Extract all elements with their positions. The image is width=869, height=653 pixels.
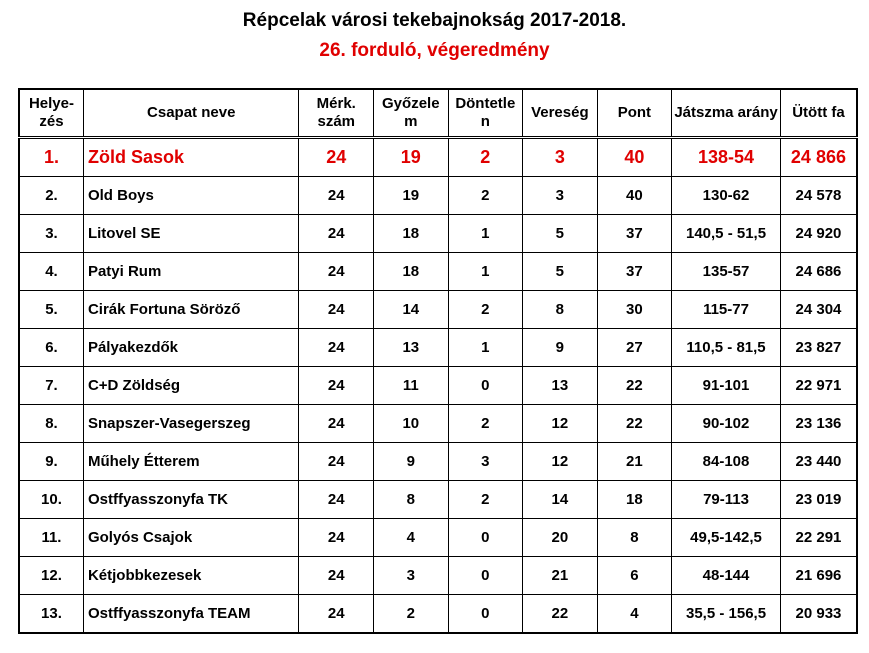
points-cell: 40 [597, 177, 672, 215]
table-row [19, 481, 857, 519]
won-cell: 4 [374, 519, 449, 557]
pins-cell: 24 578 [780, 177, 857, 215]
drawn-cell: 0 [448, 367, 523, 405]
played-cell: 24 [299, 367, 374, 405]
points-cell: 22 [597, 367, 672, 405]
points-cell: 8 [597, 519, 672, 557]
drawn-cell: 2 [448, 291, 523, 329]
played-cell: 24 [299, 291, 374, 329]
table-row [19, 253, 857, 291]
rank-cell: 12. [19, 557, 83, 595]
played-cell: 24 [299, 215, 374, 253]
pins-cell: 23 136 [780, 405, 857, 443]
header-drawn: Döntetle n [448, 89, 523, 138]
team-name-cell: Cirák Fortuna Söröző [83, 291, 299, 329]
game-ratio-cell: 140,5 - 51,5 [672, 215, 781, 253]
drawn-cell: 2 [448, 177, 523, 215]
drawn-cell: 1 [448, 329, 523, 367]
rank-cell: 8. [19, 405, 83, 443]
table-row [19, 329, 857, 367]
pins-cell: 23 019 [780, 481, 857, 519]
rank-cell: 10. [19, 481, 83, 519]
won-cell: 13 [374, 329, 449, 367]
drawn-cell: 0 [448, 519, 523, 557]
game-ratio-cell: 130-62 [672, 177, 781, 215]
team-name-cell: Golyós Csajok [83, 519, 299, 557]
game-ratio-cell: 135-57 [672, 253, 781, 291]
game-ratio-cell: 138-54 [672, 138, 781, 177]
lost-cell: 9 [523, 329, 598, 367]
points-cell: 27 [597, 329, 672, 367]
lost-cell: 8 [523, 291, 598, 329]
team-name-cell: Ostffyasszonyfa TEAM [83, 595, 299, 634]
drawn-cell: 2 [448, 138, 523, 177]
team-name-cell: C+D Zöldség [83, 367, 299, 405]
lost-cell: 21 [523, 557, 598, 595]
table-row [19, 291, 857, 329]
header-points: Pont [597, 89, 672, 138]
lost-cell: 20 [523, 519, 598, 557]
table-row [19, 215, 857, 253]
rank-cell: 1. [19, 138, 83, 177]
game-ratio-cell: 48-144 [672, 557, 781, 595]
rank-cell: 4. [19, 253, 83, 291]
drawn-cell: 2 [448, 405, 523, 443]
table-row [19, 443, 857, 481]
team-name-cell: Patyi Rum [83, 253, 299, 291]
game-ratio-cell: 110,5 - 81,5 [672, 329, 781, 367]
won-cell: 3 [374, 557, 449, 595]
pins-cell: 24 686 [780, 253, 857, 291]
drawn-cell: 1 [448, 215, 523, 253]
header-played: Mérk. szám [299, 89, 374, 138]
table-row [19, 138, 857, 177]
points-cell: 37 [597, 215, 672, 253]
points-cell: 40 [597, 138, 672, 177]
won-cell: 19 [374, 177, 449, 215]
won-cell: 14 [374, 291, 449, 329]
won-cell: 9 [374, 443, 449, 481]
page-subtitle: 26. forduló, végeredmény [319, 40, 550, 61]
points-cell: 18 [597, 481, 672, 519]
header-game-ratio: Játszma arány [672, 89, 781, 138]
lost-cell: 22 [523, 595, 598, 634]
rank-cell: 5. [19, 291, 83, 329]
played-cell: 24 [299, 557, 374, 595]
lost-cell: 3 [523, 177, 598, 215]
header-team: Csapat neve [83, 89, 299, 138]
played-cell: 24 [299, 253, 374, 291]
rank-cell: 3. [19, 215, 83, 253]
pins-cell: 24 866 [780, 138, 857, 177]
pins-cell: 24 920 [780, 215, 857, 253]
won-cell: 18 [374, 253, 449, 291]
points-cell: 22 [597, 405, 672, 443]
team-name-cell: Kétjobbkezesek [83, 557, 299, 595]
team-name-cell: Zöld Sasok [83, 138, 299, 177]
pins-cell: 23 440 [780, 443, 857, 481]
pins-cell: 22 291 [780, 519, 857, 557]
game-ratio-cell: 35,5 - 156,5 [672, 595, 781, 634]
lost-cell: 5 [523, 253, 598, 291]
table-row [19, 595, 857, 634]
team-name-cell: Old Boys [83, 177, 299, 215]
points-cell: 6 [597, 557, 672, 595]
pins-cell: 21 696 [780, 557, 857, 595]
rank-cell: 7. [19, 367, 83, 405]
table-row [19, 367, 857, 405]
team-name-cell: Snapszer-Vasegerszeg [83, 405, 299, 443]
won-cell: 10 [374, 405, 449, 443]
lost-cell: 5 [523, 215, 598, 253]
team-name-cell: Pályakezdők [83, 329, 299, 367]
game-ratio-cell: 90-102 [672, 405, 781, 443]
table-row [19, 405, 857, 443]
lost-cell: 3 [523, 138, 598, 177]
game-ratio-cell: 49,5-142,5 [672, 519, 781, 557]
team-name-cell: Műhely Étterem [83, 443, 299, 481]
header-won: Győzele m [374, 89, 449, 138]
page-title: Répcelak városi tekebajnokság 2017-2018. [242, 10, 627, 31]
header-rank: Helye- zés [19, 89, 83, 138]
game-ratio-cell: 79-113 [672, 481, 781, 519]
team-name-cell: Litovel SE [83, 215, 299, 253]
table-row [19, 557, 857, 595]
drawn-cell: 3 [448, 443, 523, 481]
played-cell: 24 [299, 443, 374, 481]
won-cell: 2 [374, 595, 449, 634]
rank-cell: 9. [19, 443, 83, 481]
header-pins: Ütött fa [780, 89, 857, 138]
points-cell: 30 [597, 291, 672, 329]
played-cell: 24 [299, 405, 374, 443]
game-ratio-cell: 115-77 [672, 291, 781, 329]
header-row [19, 89, 857, 138]
game-ratio-cell: 84-108 [672, 443, 781, 481]
won-cell: 11 [374, 367, 449, 405]
pins-cell: 24 304 [780, 291, 857, 329]
lost-cell: 12 [523, 405, 598, 443]
table-row [19, 519, 857, 557]
rank-cell: 6. [19, 329, 83, 367]
won-cell: 8 [374, 481, 449, 519]
pins-cell: 22 971 [780, 367, 857, 405]
rank-cell: 11. [19, 519, 83, 557]
rank-cell: 13. [19, 595, 83, 634]
header-lost: Vereség [523, 89, 598, 138]
played-cell: 24 [299, 329, 374, 367]
game-ratio-cell: 91-101 [672, 367, 781, 405]
drawn-cell: 0 [448, 557, 523, 595]
lost-cell: 13 [523, 367, 598, 405]
points-cell: 4 [597, 595, 672, 634]
points-cell: 21 [597, 443, 672, 481]
table-row [19, 177, 857, 215]
played-cell: 24 [299, 519, 374, 557]
drawn-cell: 0 [448, 595, 523, 634]
played-cell: 24 [299, 177, 374, 215]
standings-table [18, 88, 858, 634]
team-name-cell: Ostffyasszonyfa TK [83, 481, 299, 519]
won-cell: 18 [374, 215, 449, 253]
lost-cell: 12 [523, 443, 598, 481]
played-cell: 24 [299, 138, 374, 177]
won-cell: 19 [374, 138, 449, 177]
played-cell: 24 [299, 481, 374, 519]
lost-cell: 14 [523, 481, 598, 519]
played-cell: 24 [299, 595, 374, 634]
pins-cell: 20 933 [780, 595, 857, 634]
drawn-cell: 1 [448, 253, 523, 291]
pins-cell: 23 827 [780, 329, 857, 367]
points-cell: 37 [597, 253, 672, 291]
rank-cell: 2. [19, 177, 83, 215]
drawn-cell: 2 [448, 481, 523, 519]
